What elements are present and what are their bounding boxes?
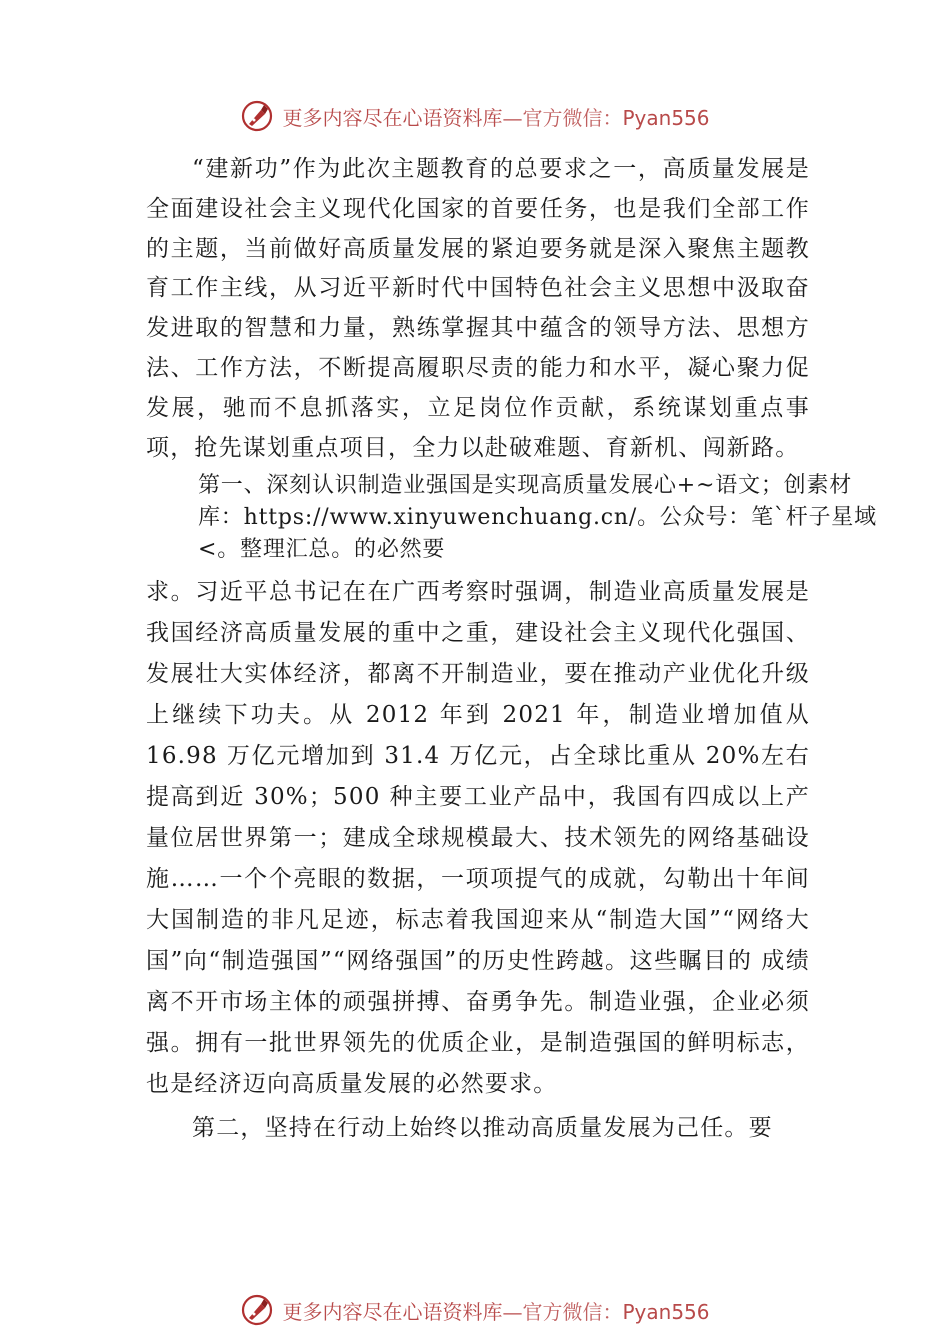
header-banner (0, 96, 950, 136)
header-wechat-id: Pyan556 (622, 105, 710, 130)
header-brand: 更多内容尽在心语资料库 (282, 105, 503, 130)
footer-banner (0, 1290, 950, 1330)
footer-dash: — (502, 1299, 523, 1324)
paragraph-intro: “建新功”作为此次主题教育的总要求之一，高质量发展是全面建设社会主义现代化国家的首要任务，也是我们全部工作的主题，当前做好高质量发展的紧迫要务就是深入聚焦主题教育工作主线，从习近平新时代中国特色社会主义思想中汲取奋发进取的智慧和力量，熟练掌握其中蕴含的领导方法、思想方法、工作方法，不断提高履职尽责的能力和水平，凝心聚力促发展，驰而不息抓落实，立足岗位作贡献，系统谋划重点事项，抢先谋划重点项目，全力以赴破难题、育新机、闯新路。 (146, 156, 810, 461)
paragraph-first-heading: 第一、深刻认识制造业强国是实现高质量发展心+~语文；创素材库：https://www.xinyuwenchuang.cn/。公众号：笔`杆子星域<。整理汇总。的必然要 (198, 473, 877, 563)
footer-brand: 更多内容尽在心语资料库 (282, 1299, 503, 1324)
pen-nib-logo-icon (240, 1293, 274, 1327)
footer-banner-text (282, 1296, 709, 1325)
footer-wechat-id: Pyan556 (622, 1299, 710, 1324)
paragraph-second-heading: 第二，坚持在行动上始终以推动高质量发展为己任。要 (192, 1115, 773, 1142)
paragraph-manufacturing: 求。习近平总书记在在广西考察时强调，制造业高质量发展是我国经济高质量发展的重中之重，建设社会主义现代化强国、发展壮大实体经济，都离不开制造业，要在推动产业优化升级上继续下功夫。从 2012 年到 2021 年，制造业增加值从 16.98 万亿元增加到 31.4 万亿元，占全球比重从 20%左右提高到近 30%；500 种主要工业产品中，我国有四成以上产量位居世界第一；建成全球规模最大、技术领先的网络基础设施……一个个亮眼的数据，一项项提气的成就，勾勒出十年间大国制造的非凡足迹，标志着我国迎来从“制造大国”“网络大国”向“制造强国”“网络强国”的历史性跨越。这些瞩目的 成绩离不开市场主体的顽强拼搏、奋勇争先。制造业强，企业必须强。拥有一批世界领先的优质企业，是制造强国的鲜明标志，也是经济迈向高质量发展的必然要求。 (146, 579, 810, 1098)
header-wechat-label: 官方微信： (522, 105, 623, 130)
header-banner-text (282, 102, 709, 131)
document-body (146, 150, 877, 1149)
header-dash: — (502, 105, 523, 130)
pen-nib-logo-icon (240, 99, 274, 133)
footer-wechat-label: 官方微信： (522, 1299, 623, 1324)
